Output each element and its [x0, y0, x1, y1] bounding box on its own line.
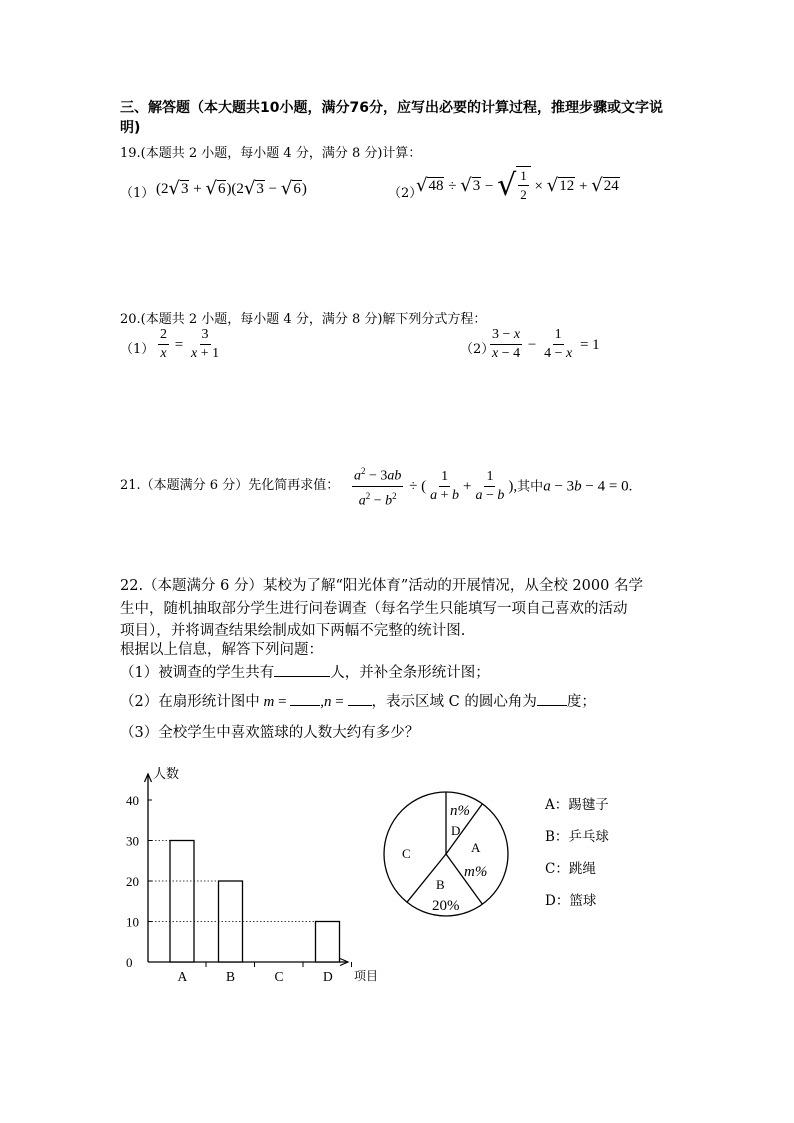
q20-part1-equation: $\frac{2}{x}$ = $\frac{3}{x + 1}$ [160, 327, 220, 361]
x-tick-label: A [177, 969, 188, 984]
x-tick-label: B [226, 969, 236, 984]
answer-blank-total[interactable] [274, 676, 330, 677]
q19-part2-label: （2） [388, 186, 423, 201]
y-tick-label: 30 [126, 833, 139, 849]
pie-slice-d-value: n% [450, 803, 470, 819]
q20-stem: 20.(本题共 2 小题，每小题 4 分，满分 8 分)解下列分式方程： [120, 312, 487, 327]
q21-tail: 其中 [517, 479, 544, 495]
y-tick-label: 40 [126, 793, 139, 808]
pie-slice-c-label: C [402, 846, 411, 861]
q20-part2-equation: $\frac{3 - x}{x - 4}$ − $\frac{1}{4 - x}$ = 1 [492, 327, 600, 361]
bar-a [170, 841, 194, 963]
y-axis-label: 人数 [153, 766, 180, 781]
q20-part2-label: （2） [460, 342, 495, 357]
q22-stem-line2: 生中，随机抽取部分学生进行问卷调查（每名学生只能填写一项自己喜欢的活动 [120, 601, 628, 617]
pie-slice-b-label: B [436, 877, 445, 892]
q19-part2-expression: √ 48 ÷ √ 3 − √ $\frac{1}{2}$ × √ 12 + √ 24 [416, 166, 620, 206]
y-tick-label: 0 [126, 955, 133, 970]
q22-stem-line3: 项目），并将调查结果绘制成如下两幅不完整的统计图. [120, 623, 466, 639]
q22-subq2: （2）在扇形统计图中 m = ,n = ，表示区域 C 的圆心角为 度； [120, 694, 596, 710]
pie-slice-a-value: m% [464, 864, 488, 880]
q22-subq1: （1）被调查的学生共有 人，并补全条形统计图； [120, 665, 490, 681]
q22-subq3: （3）全校学生中喜欢篮球的人数大约有多少？ [120, 725, 420, 741]
section-title-cont: 明) [120, 120, 141, 136]
legend-a: A：踢毽子 [545, 797, 609, 813]
pie-slice-b-value: 20% [432, 898, 460, 914]
bar-d [316, 922, 340, 963]
q22-stem-line4: 根据以上信息，解答下列问题： [120, 642, 323, 658]
x-tick-label: C [274, 969, 284, 984]
q20-part1-label: （1） [120, 342, 155, 357]
answer-blank-angle[interactable] [537, 705, 567, 706]
bar-chart [110, 758, 400, 990]
q21-stem: 21.（本题满分 6 分）先化简再求值： [120, 478, 340, 493]
q22-stem-line1: 22.（本题满分 6 分）某校为了解“阳光体育”活动的开展情况，从全校 2000 名学 [120, 578, 643, 594]
q19-part1-label: （1） [120, 186, 155, 201]
q21-expression: $\frac{a^2 - 3ab}{a^2 - b^2}$ ÷ ( $\frac{1}{a + b}$ + $\frac{1}{a - b}$ ),其中a − 3b − 4 = 0. [350, 462, 632, 510]
x-tick-label: D [323, 969, 333, 984]
y-tick-label: 10 [126, 914, 139, 930]
legend-b: B：乒乓球 [545, 829, 609, 845]
y-tick-label: 20 [126, 874, 139, 889]
answer-blank-m[interactable] [290, 705, 320, 706]
q19-stem: 19.(本题共 2 小题，每小题 4 分，满分 8 分)计算： [120, 146, 422, 161]
legend-c: C：跳绳 [545, 861, 596, 877]
pie-slice-d-label: D [451, 823, 461, 838]
pie-slice-a-label: A [471, 840, 481, 855]
x-axis-label: 项目 [354, 969, 379, 983]
answer-blank-n[interactable] [348, 705, 372, 706]
pie-chart [378, 790, 518, 926]
legend-d: D：篮球 [545, 893, 597, 909]
section-title: 三、解答题（本大题共10小题，满分76分，应写出必要的计算过程，推理步骤或文字说 [120, 100, 663, 116]
q19-part1-expression: (2 √ 3 + √ 6 )(2 √ 3 − √ 6 ) [156, 177, 307, 199]
